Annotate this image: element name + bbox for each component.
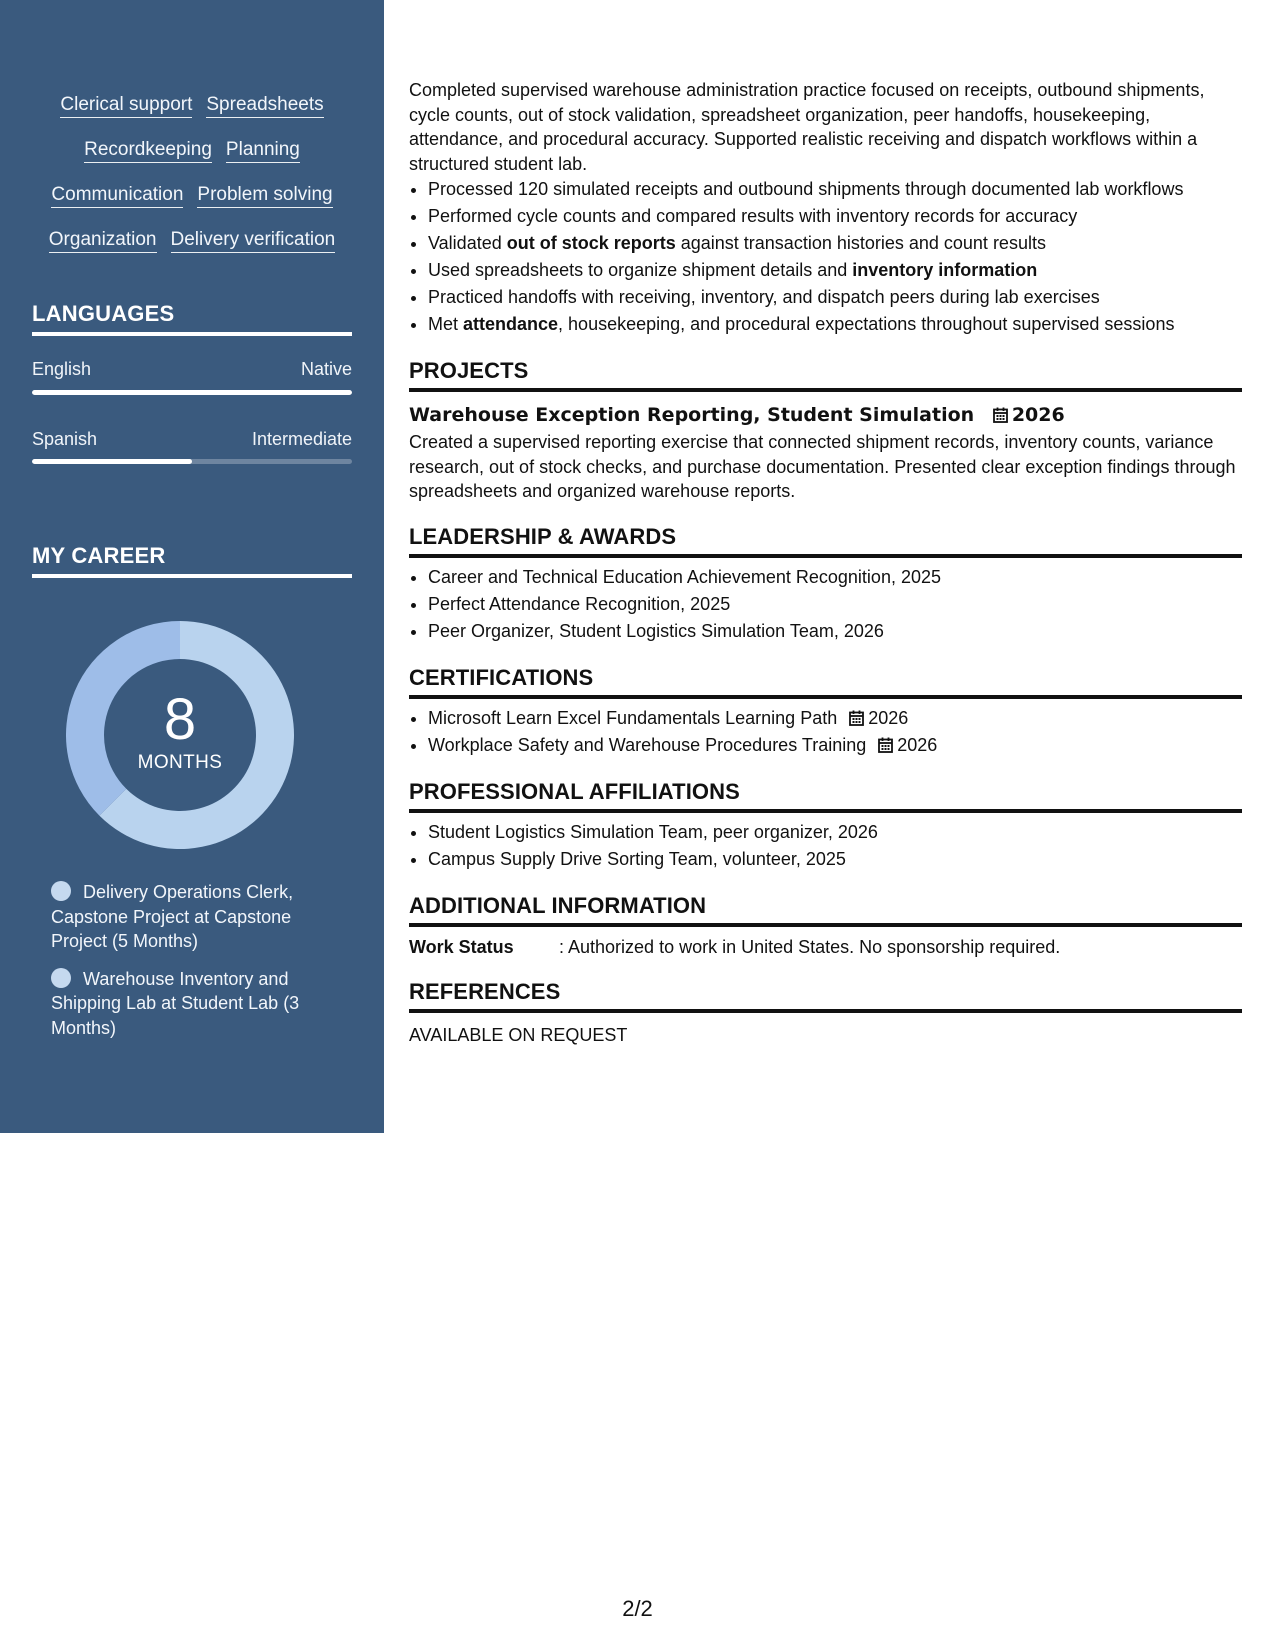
language-row bbox=[32, 429, 352, 450]
projects-heading: PROJECTS bbox=[409, 358, 1242, 392]
certification-item bbox=[428, 732, 1242, 759]
project-description: Created a supervised reporting exercise that connected shipment records, inventory counts, variance research, out of stock checks, and purchase documentation. Presented clear exception findings through spreadsheets and organized warehouse reports. bbox=[409, 432, 1236, 501]
certifications-heading: CERTIFICATIONS bbox=[409, 665, 1242, 699]
affiliation-item: • Campus Supply Drive Sorting Team, volunteer, 2025 bbox=[428, 846, 1242, 873]
calendar-icon bbox=[993, 407, 1008, 423]
work-status-value: : Authorized to work in United States. No sponsorship required. bbox=[559, 936, 1061, 957]
career-list bbox=[51, 880, 319, 1053]
language-level-bar bbox=[32, 459, 352, 464]
languages-heading: LANGUAGES bbox=[32, 301, 352, 336]
skill-tag: Problem solving bbox=[197, 184, 332, 208]
affiliations-heading: PROFESSIONAL AFFILIATIONS bbox=[409, 779, 1242, 813]
additional-info-heading: ADDITIONAL INFORMATION bbox=[409, 893, 1242, 927]
bullet-text: Performed cycle counts and compared results with inventory records for accuracy bbox=[428, 206, 1078, 226]
experience-summary: Completed supervised warehouse administration practice focused on receipts, outbound shipments, cycle counts, out of stock validation, spreadsheet organization, peer handoffs, housekeeping, attendance, and procedural accuracy. Supported realistic receiving and dispatch workflows within a structured student lab. bbox=[409, 80, 1205, 174]
references-heading: REFERENCES bbox=[409, 979, 1242, 1013]
bullet-text: Met bbox=[428, 314, 464, 334]
bullet-emphasis: inventory information bbox=[852, 260, 1038, 280]
affiliations-list bbox=[409, 819, 1242, 873]
experience-bullet bbox=[428, 257, 1242, 284]
skill-tag: Delivery verification bbox=[171, 229, 336, 253]
language-name: Spanish bbox=[32, 429, 98, 449]
experience-bullet bbox=[428, 203, 1242, 230]
work-status-label: Work Status bbox=[409, 936, 514, 957]
career-item-text: Warehouse Inventory and Shipping Lab at Student Lab (3 Months) bbox=[51, 968, 300, 1038]
skills-list bbox=[32, 82, 352, 262]
references-text: AVAILABLE ON REQUEST bbox=[409, 1025, 628, 1045]
project-year: 2026 bbox=[1011, 404, 1065, 426]
bullet-text: Processed 120 simulated receipts and outbound shipments through documented lab workflows bbox=[428, 179, 1184, 199]
skills-row bbox=[32, 82, 352, 127]
certification-year: 2026 bbox=[897, 734, 938, 755]
affiliation-item: • Student Logistics Simulation Team, peer organizer, 2026 bbox=[428, 819, 1242, 846]
donut-center bbox=[66, 621, 294, 849]
project-title-row bbox=[409, 402, 1242, 428]
certifications-list bbox=[409, 705, 1242, 759]
bullet-text: Practiced handoffs with receiving, inventory, and dispatch peers during lab exercises bbox=[428, 287, 1100, 307]
award-item: • Perfect Attendance Recognition, 2025 bbox=[428, 591, 1242, 618]
award-item: • Career and Technical Education Achievement Recognition, 2025 bbox=[428, 564, 1242, 591]
skill-tag: Recordkeeping bbox=[84, 139, 212, 163]
bullet-dot-icon bbox=[51, 881, 71, 901]
skill-tag: Planning bbox=[226, 139, 300, 163]
skills-row bbox=[32, 127, 352, 172]
calendar-icon bbox=[849, 710, 864, 726]
career-item bbox=[51, 880, 319, 954]
awards-heading: LEADERSHIP & AWARDS bbox=[409, 524, 1242, 558]
skills-row bbox=[32, 172, 352, 217]
bullet-emphasis: out of stock reports bbox=[506, 233, 676, 253]
language-level-fill bbox=[32, 459, 192, 464]
experience-bullet bbox=[428, 284, 1242, 311]
award-item: • Peer Organizer, Student Logistics Simulation Team, 2026 bbox=[428, 618, 1242, 645]
career-item bbox=[51, 967, 319, 1041]
skill-tag: Organization bbox=[49, 229, 157, 253]
bullet-text: against transaction histories and count results bbox=[675, 233, 1046, 253]
work-status-row bbox=[409, 935, 1242, 960]
certification-name: Microsoft Learn Excel Fundamentals Learning Path bbox=[428, 707, 838, 728]
career-heading: MY CAREER bbox=[32, 543, 352, 578]
career-total-months: 8 bbox=[163, 687, 197, 752]
skills-row bbox=[32, 217, 352, 262]
experience-bullets bbox=[409, 176, 1242, 338]
certification-item bbox=[428, 705, 1242, 732]
language-level-fill bbox=[32, 390, 352, 395]
experience-bullet bbox=[428, 230, 1242, 257]
bullet-text: , housekeeping, and procedural expectations throughout supervised sessions bbox=[558, 314, 1175, 334]
calendar-icon bbox=[878, 737, 893, 753]
language-level: Native bbox=[300, 359, 352, 379]
bullet-text: Used spreadsheets to organize shipment details and bbox=[428, 260, 853, 280]
bullet-dot-icon bbox=[51, 968, 71, 988]
experience-bullet bbox=[428, 311, 1242, 338]
page-number: 2/2 bbox=[622, 1596, 653, 1621]
sidebar bbox=[0, 0, 384, 1133]
language-level-bar bbox=[32, 390, 352, 395]
language-name: English bbox=[32, 359, 92, 379]
experience-bullet bbox=[428, 176, 1242, 203]
bullet-text: Validated bbox=[428, 233, 507, 253]
awards-list bbox=[409, 564, 1242, 645]
language-row bbox=[32, 359, 352, 380]
language-level: Intermediate bbox=[251, 429, 352, 449]
project-title: Warehouse Exception Reporting, Student Simulation bbox=[409, 404, 975, 426]
skill-tag: Communication bbox=[51, 184, 183, 208]
skill-tag: Spreadsheets bbox=[206, 94, 323, 118]
career-total-unit: MONTHS bbox=[137, 752, 223, 773]
certification-name: Workplace Safety and Warehouse Procedures Training bbox=[428, 734, 867, 755]
career-item-text: Delivery Operations Clerk, Capstone Project at Capstone Project (5 Months) bbox=[51, 882, 294, 951]
main-content bbox=[409, 78, 1242, 1048]
certification-year: 2026 bbox=[868, 707, 909, 728]
career-donut-chart bbox=[66, 621, 294, 849]
skill-tag: Clerical support bbox=[60, 94, 192, 118]
bullet-emphasis: attendance bbox=[463, 314, 559, 334]
